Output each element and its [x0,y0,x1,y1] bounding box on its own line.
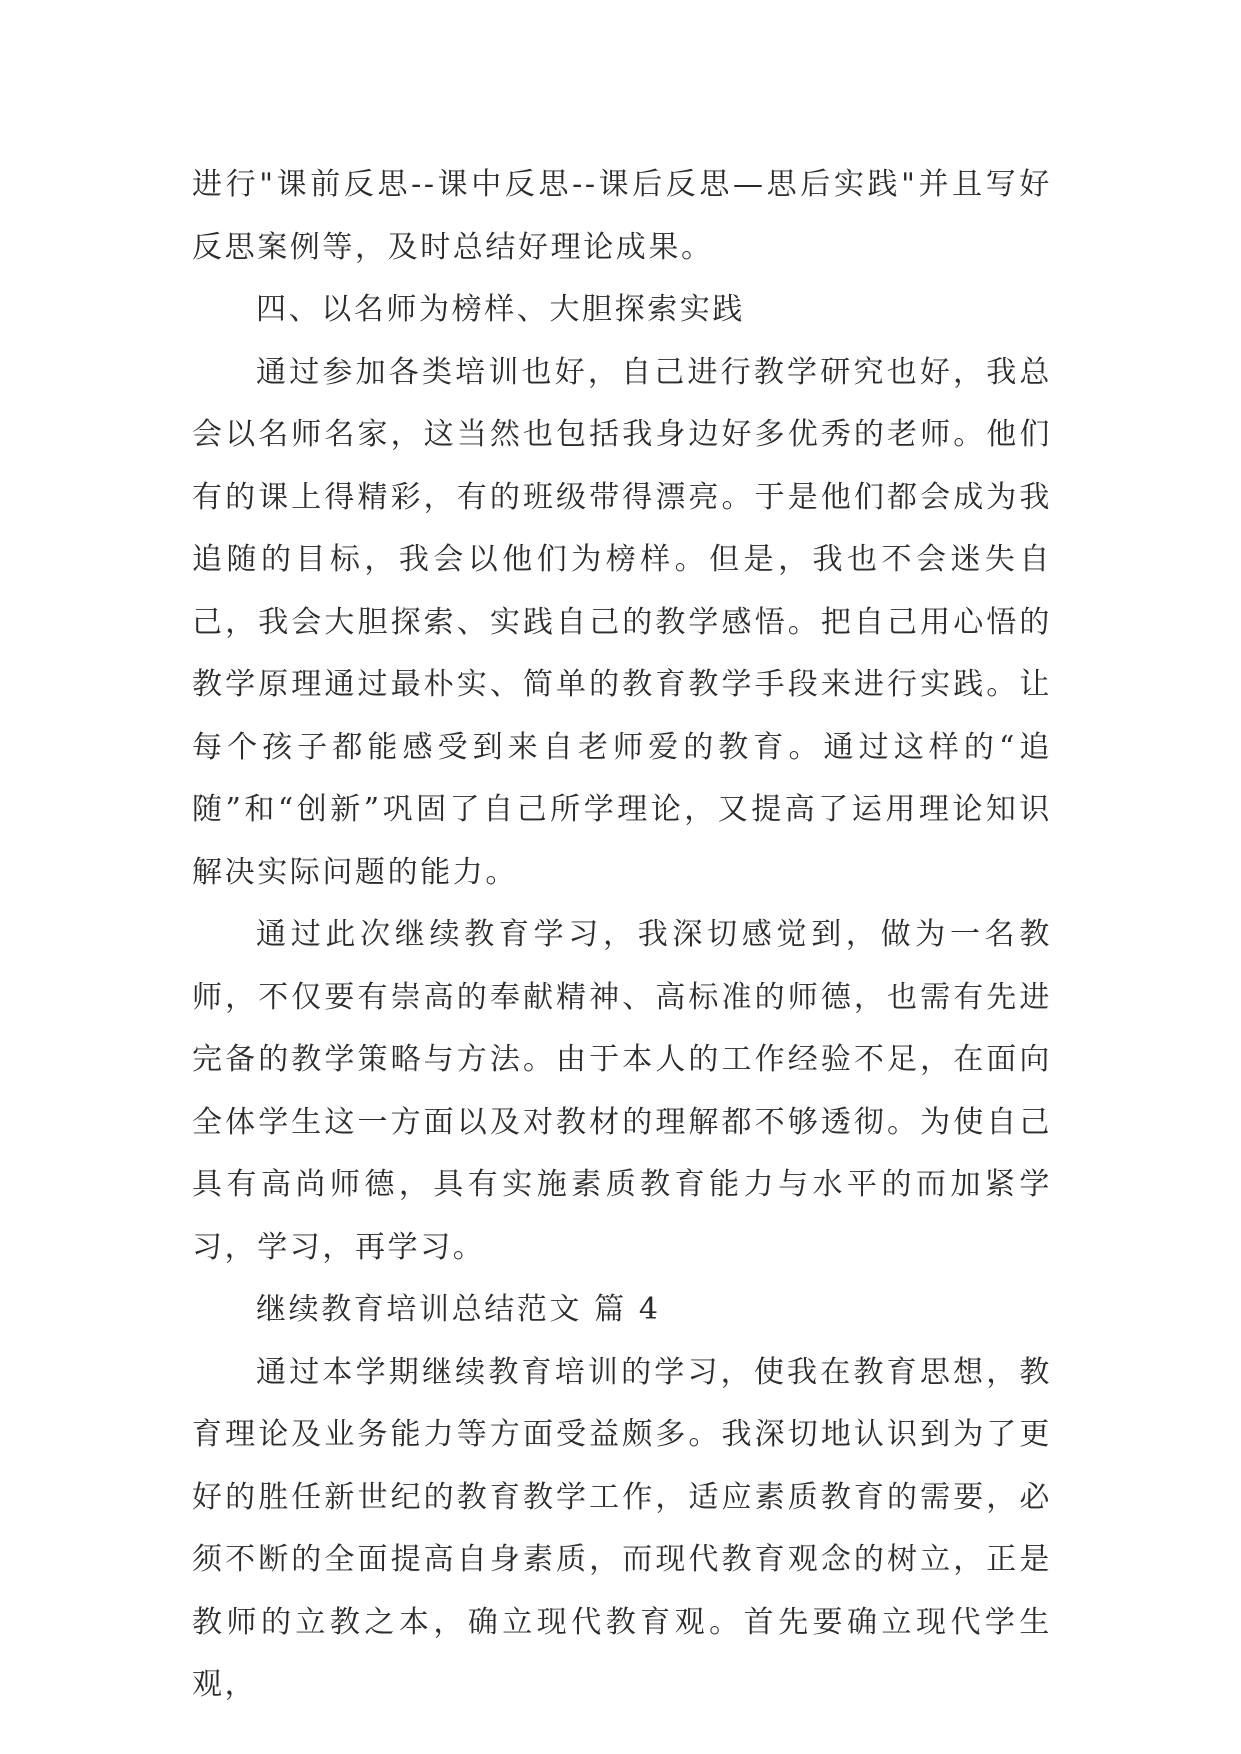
document-body [192,154,1052,1717]
paragraph: 通过此次继续教育学习，我深切感觉到，做为一名教师，不仅要有崇高的奉献精神、高标准的师德，也需有先进完备的教学策略与方法。由于本人的工作经验不足，在面向全体学生这一方面以及对教材的理解都不够透彻。为使自己具有高尚师德，具有实施素质教育能力与水平的而加紧学习，学习，再学习。 [192,917,1052,1265]
paragraph-continuation: 进行"课前反思--课中反思--课后反思—思后实践"并且写好反思案例等，及时总结好理论成果。 [192,167,1052,265]
article-heading: 继续教育培训总结范文 篇 4 [256,1292,661,1327]
section-heading: 四、以名师为榜样、大胆探索实践 [256,292,745,327]
paragraph: 通过参加各类培训也好，自己进行教学研究也好，我总会以名师名家，这当然也包括我身边好多优秀的老师。他们有的课上得精彩，有的班级带得漂亮。于是他们都会成为我追随的目标，我会以他们为榜样。但是，我也不会迷失自己，我会大胆探索、实践自己的教学感悟。把自己用心悟的教学原理通过最朴实、简单的教育教学手段来进行实践。让每个孩子都能感受到来自老师爱的教育。通过这样的“追随”和“创新”巩固了自己所学理论，又提高了运用理论知识解决实际问题的能力。 [192,354,1052,890]
paragraph: 通过本学期继续教育培训的学习，使我在教育思想，教育理论及业务能力等方面受益颇多。我深切地认识到为了更好的胜任新世纪的教育教学工作，适应素质教育的需要，必须不断的全面提高自身素质，而现代教育观念的树立，正是教师的立教之本，确立现代教育观。首先要确立现代学生观， [192,1354,1052,1702]
